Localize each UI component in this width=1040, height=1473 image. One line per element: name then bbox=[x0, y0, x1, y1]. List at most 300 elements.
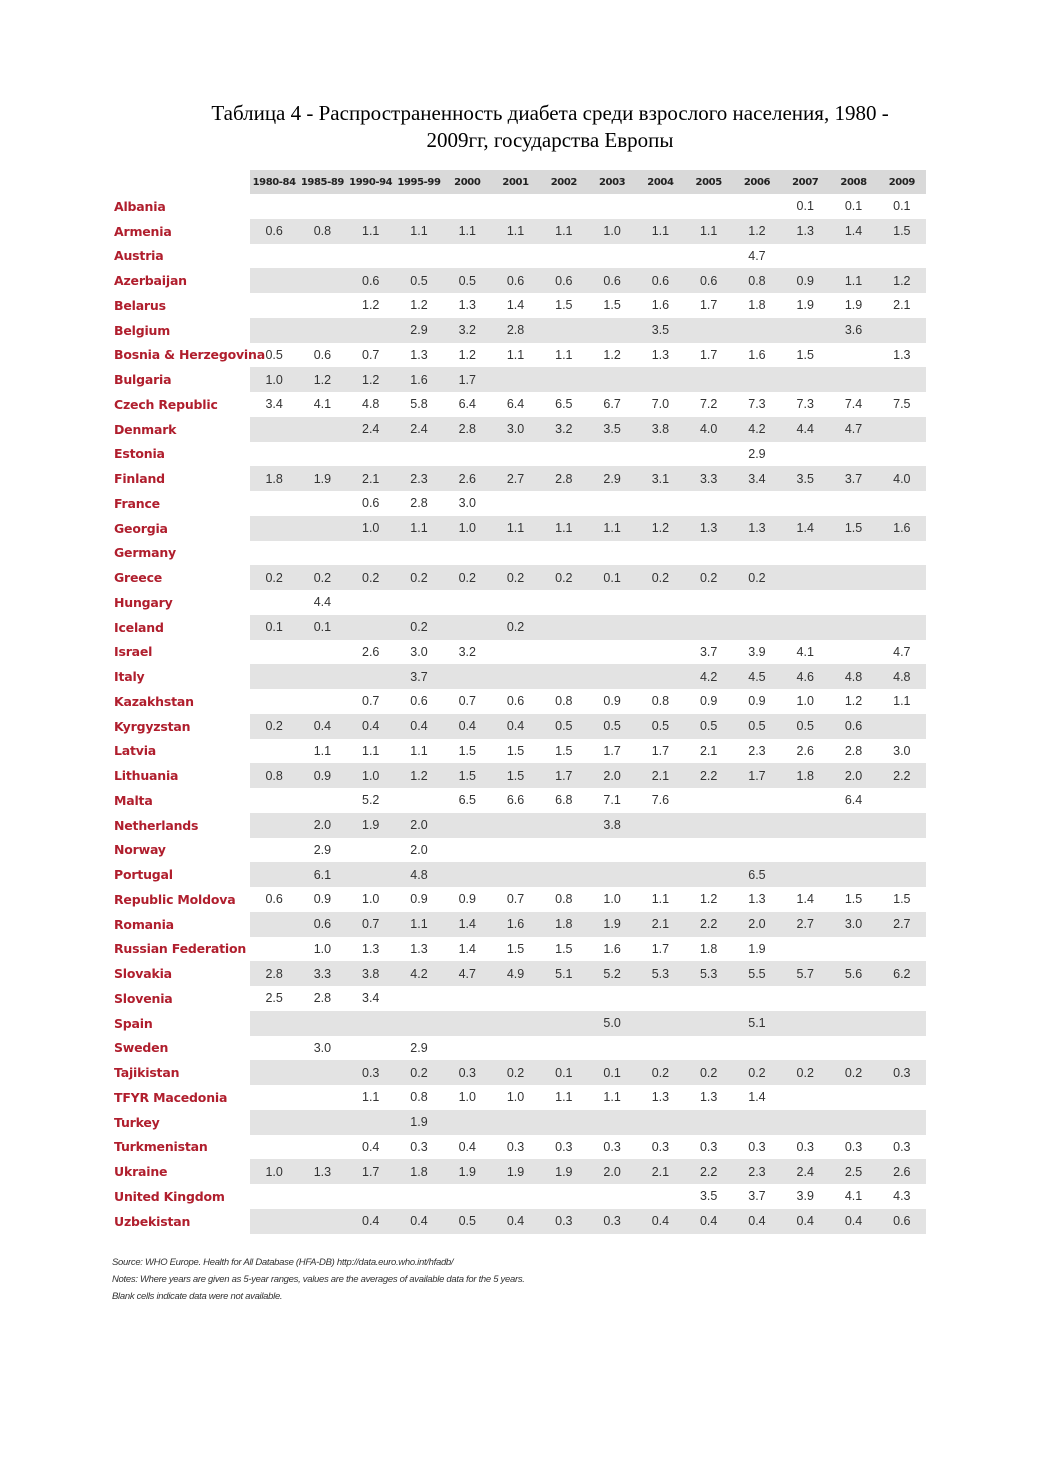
value-cell bbox=[781, 1110, 829, 1135]
value-cell bbox=[781, 1036, 829, 1061]
country-name: Tajikistan bbox=[110, 1060, 250, 1085]
value-cell bbox=[781, 986, 829, 1011]
value-cell bbox=[347, 442, 395, 467]
value-cell: 4.8 bbox=[395, 862, 443, 887]
value-cell bbox=[878, 442, 926, 467]
country-name: Austria bbox=[114, 248, 164, 264]
column-header: 2009 bbox=[878, 170, 926, 194]
value-cell: 3.2 bbox=[458, 644, 476, 659]
value-cell bbox=[685, 491, 733, 516]
value-cell bbox=[636, 640, 684, 665]
column-header: 2001 bbox=[491, 170, 539, 194]
value-cell bbox=[878, 367, 926, 392]
table-row bbox=[110, 838, 926, 863]
value-cell: 3.5 bbox=[588, 417, 636, 442]
value-cell: 6.4 bbox=[844, 793, 863, 808]
country-name: United Kingdom bbox=[114, 1188, 225, 1204]
value-cell bbox=[829, 838, 877, 863]
value-cell: 0.2 bbox=[733, 1060, 781, 1085]
value-cell: 0.9 bbox=[298, 763, 346, 788]
value-cell: 2.0 bbox=[588, 763, 636, 788]
value-cell bbox=[250, 1135, 298, 1160]
value-cell: 5.2 bbox=[362, 793, 380, 808]
value-cell: 5.5 bbox=[733, 961, 781, 986]
value-cell bbox=[878, 565, 926, 590]
value-cell: 5.2 bbox=[588, 961, 636, 986]
value-cell: 4.1 bbox=[313, 397, 332, 412]
value-cell bbox=[250, 739, 298, 764]
value-cell bbox=[443, 1011, 491, 1036]
value-cell: 1.8 bbox=[250, 466, 298, 491]
value-cell: 1.5 bbox=[491, 763, 539, 788]
value-cell bbox=[588, 244, 636, 269]
value-cell bbox=[829, 367, 877, 392]
value-cell bbox=[298, 194, 346, 219]
value-cell: 7.4 bbox=[844, 397, 863, 412]
value-cell bbox=[250, 1184, 298, 1209]
country-name: Spain bbox=[110, 1011, 250, 1036]
value-cell bbox=[250, 590, 298, 615]
value-cell bbox=[347, 194, 395, 219]
value-cell: 0.2 bbox=[395, 615, 443, 640]
value-cell: 1.7 bbox=[699, 347, 718, 362]
value-cell: 2.0 bbox=[588, 1159, 636, 1184]
value-cell bbox=[250, 268, 298, 293]
value-cell: 1.9 bbox=[540, 1159, 588, 1184]
country-name: Kazakhstan bbox=[114, 693, 194, 709]
value-cell: 0.2 bbox=[636, 1060, 684, 1085]
value-cell: 4.2 bbox=[685, 664, 733, 689]
notes-note: Notes: Where years are given as 5-year ranges, values are the averages of available data for the 5 years. bbox=[112, 1274, 525, 1285]
value-cell bbox=[395, 442, 443, 467]
value-cell bbox=[588, 541, 636, 566]
value-cell bbox=[878, 1085, 926, 1110]
value-cell: 0.1 bbox=[298, 615, 346, 640]
value-cell bbox=[685, 194, 733, 219]
value-cell: 3.0 bbox=[410, 644, 428, 659]
value-cell: 3.4 bbox=[362, 991, 380, 1006]
table-row bbox=[110, 219, 926, 244]
value-cell bbox=[491, 862, 539, 887]
value-cell: 0.4 bbox=[685, 1209, 733, 1234]
table-row bbox=[110, 392, 926, 417]
value-cell: 1.7 bbox=[347, 1159, 395, 1184]
value-cell bbox=[540, 1011, 588, 1036]
value-cell: 1.1 bbox=[491, 219, 539, 244]
country-name: Greece bbox=[110, 565, 250, 590]
column-header: 2006 bbox=[733, 170, 781, 194]
value-cell: 5.1 bbox=[540, 961, 588, 986]
value-cell: 0.2 bbox=[685, 565, 733, 590]
value-cell bbox=[829, 937, 877, 962]
value-cell: 3.7 bbox=[395, 664, 443, 689]
value-cell: 1.0 bbox=[313, 941, 332, 956]
value-cell: 1.8 bbox=[699, 941, 718, 956]
country-name: Denmark bbox=[110, 417, 250, 442]
value-cell: 1.2 bbox=[603, 347, 621, 362]
table-row bbox=[110, 367, 926, 392]
value-cell bbox=[685, 541, 733, 566]
value-cell: 1.1 bbox=[491, 516, 539, 541]
table-row bbox=[110, 1060, 926, 1085]
value-cell: 2.4 bbox=[395, 417, 443, 442]
value-cell: 1.9 bbox=[347, 813, 395, 838]
value-cell: 1.8 bbox=[748, 298, 766, 313]
value-cell bbox=[347, 244, 395, 269]
value-cell bbox=[636, 442, 684, 467]
value-cell: 0.3 bbox=[893, 1139, 911, 1154]
value-cell: 4.0 bbox=[878, 466, 926, 491]
value-cell: 2.9 bbox=[313, 842, 332, 857]
value-cell bbox=[298, 244, 346, 269]
header-blank bbox=[110, 170, 250, 194]
value-cell: 1.1 bbox=[395, 516, 443, 541]
value-cell bbox=[347, 1184, 395, 1209]
value-cell: 0.1 bbox=[844, 199, 863, 214]
value-cell: 0.2 bbox=[395, 565, 443, 590]
value-cell bbox=[443, 244, 491, 269]
value-cell bbox=[733, 615, 781, 640]
value-cell bbox=[395, 1011, 443, 1036]
table-row bbox=[110, 788, 926, 813]
value-cell: 2.3 bbox=[733, 1159, 781, 1184]
value-cell: 2.8 bbox=[443, 417, 491, 442]
value-cell bbox=[829, 1036, 877, 1061]
value-cell: 2.0 bbox=[829, 763, 877, 788]
value-cell: 4.3 bbox=[893, 1189, 911, 1204]
value-cell: 0.6 bbox=[506, 694, 525, 709]
value-cell bbox=[491, 442, 539, 467]
country-name: Bulgaria bbox=[110, 367, 250, 392]
value-cell: 1.0 bbox=[506, 1090, 525, 1105]
value-cell: 1.5 bbox=[796, 347, 814, 362]
value-cell: 0.4 bbox=[443, 714, 491, 739]
table-row bbox=[110, 343, 926, 368]
value-cell: 0.2 bbox=[491, 615, 539, 640]
value-cell bbox=[636, 664, 684, 689]
value-cell: 1.2 bbox=[410, 298, 428, 313]
value-cell bbox=[491, 590, 539, 615]
value-cell bbox=[443, 615, 491, 640]
value-cell: 1.7 bbox=[651, 941, 670, 956]
value-cell bbox=[540, 491, 588, 516]
value-cell bbox=[636, 491, 684, 516]
value-cell: 2.9 bbox=[395, 318, 443, 343]
value-cell: 1.1 bbox=[540, 516, 588, 541]
column-header: 2005 bbox=[685, 170, 733, 194]
value-cell: 3.2 bbox=[540, 417, 588, 442]
country-name: Israel bbox=[114, 644, 153, 660]
country-name: Turkmenistan bbox=[114, 1139, 208, 1155]
value-cell: 1.2 bbox=[395, 763, 443, 788]
value-cell: 0.2 bbox=[685, 1060, 733, 1085]
value-cell: 0.6 bbox=[829, 714, 877, 739]
value-cell: 1.4 bbox=[458, 941, 476, 956]
value-cell bbox=[443, 838, 491, 863]
country-name: Azerbaijan bbox=[110, 268, 250, 293]
value-cell: 3.7 bbox=[748, 1189, 766, 1204]
value-cell: 1.6 bbox=[651, 298, 670, 313]
value-cell bbox=[829, 615, 877, 640]
value-cell: 0.5 bbox=[395, 268, 443, 293]
value-cell: 1.5 bbox=[458, 743, 476, 758]
country-name: Czech Republic bbox=[114, 396, 218, 412]
value-cell: 0.9 bbox=[410, 892, 428, 907]
value-cell: 4.4 bbox=[781, 417, 829, 442]
value-cell: 0.3 bbox=[878, 1060, 926, 1085]
value-cell bbox=[685, 862, 733, 887]
value-cell: 3.5 bbox=[781, 466, 829, 491]
table-row bbox=[110, 1085, 926, 1110]
table-row bbox=[110, 417, 926, 442]
country-name: Lithuania bbox=[110, 763, 250, 788]
value-cell: 2.1 bbox=[636, 763, 684, 788]
value-cell: 1.2 bbox=[699, 892, 718, 907]
value-cell: 1.6 bbox=[878, 516, 926, 541]
country-name: Norway bbox=[114, 842, 166, 858]
value-cell: 1.4 bbox=[796, 892, 814, 907]
value-cell: 4.1 bbox=[796, 644, 814, 659]
value-cell: 0.4 bbox=[636, 1209, 684, 1234]
value-cell bbox=[781, 1085, 829, 1110]
value-cell: 1.1 bbox=[685, 219, 733, 244]
value-cell bbox=[347, 1036, 395, 1061]
value-cell bbox=[781, 838, 829, 863]
value-cell: 0.2 bbox=[395, 1060, 443, 1085]
value-cell: 1.1 bbox=[555, 347, 573, 362]
value-cell: 1.3 bbox=[298, 1159, 346, 1184]
value-cell: 7.3 bbox=[748, 397, 766, 412]
value-cell: 0.6 bbox=[313, 347, 332, 362]
value-cell: 3.0 bbox=[829, 912, 877, 937]
value-cell bbox=[588, 862, 636, 887]
country-name: Ukraine bbox=[110, 1159, 250, 1184]
value-cell: 0.1 bbox=[588, 1060, 636, 1085]
value-cell bbox=[491, 640, 539, 665]
table-row bbox=[110, 1036, 926, 1061]
value-cell: 1.0 bbox=[603, 892, 621, 907]
value-cell bbox=[685, 367, 733, 392]
value-cell bbox=[298, 442, 346, 467]
value-cell: 3.3 bbox=[685, 466, 733, 491]
value-cell: 4.7 bbox=[829, 417, 877, 442]
value-cell: 0.4 bbox=[458, 1139, 476, 1154]
value-cell bbox=[540, 590, 588, 615]
value-cell: 0.9 bbox=[748, 694, 766, 709]
value-cell bbox=[540, 664, 588, 689]
value-cell: 1.2 bbox=[458, 347, 476, 362]
value-cell bbox=[443, 442, 491, 467]
country-name: Belarus bbox=[114, 297, 166, 313]
country-name: Romania bbox=[110, 912, 250, 937]
value-cell bbox=[636, 986, 684, 1011]
value-cell: 0.2 bbox=[491, 565, 539, 590]
value-cell bbox=[829, 343, 877, 368]
value-cell: 0.9 bbox=[699, 694, 718, 709]
value-cell: 5.0 bbox=[588, 1011, 636, 1036]
value-cell: 0.4 bbox=[491, 1209, 539, 1234]
value-cell: 0.3 bbox=[796, 1139, 814, 1154]
value-cell: 0.7 bbox=[506, 892, 525, 907]
value-cell bbox=[395, 244, 443, 269]
value-cell bbox=[443, 1184, 491, 1209]
value-cell bbox=[347, 838, 395, 863]
value-cell bbox=[636, 1011, 684, 1036]
value-cell bbox=[878, 838, 926, 863]
value-cell: 4.8 bbox=[829, 664, 877, 689]
value-cell bbox=[443, 986, 491, 1011]
value-cell: 0.7 bbox=[362, 347, 380, 362]
value-cell bbox=[395, 541, 443, 566]
value-cell: 0.4 bbox=[347, 714, 395, 739]
value-cell: 3.4 bbox=[733, 466, 781, 491]
value-cell: 3.0 bbox=[893, 743, 911, 758]
value-cell bbox=[588, 367, 636, 392]
value-cell bbox=[636, 813, 684, 838]
value-cell: 1.3 bbox=[893, 347, 911, 362]
value-cell bbox=[540, 244, 588, 269]
value-cell: 0.9 bbox=[313, 892, 332, 907]
value-cell: 1.4 bbox=[829, 219, 877, 244]
value-cell: 2.7 bbox=[878, 912, 926, 937]
value-cell bbox=[588, 838, 636, 863]
value-cell: 2.2 bbox=[878, 763, 926, 788]
value-cell: 0.5 bbox=[443, 268, 491, 293]
value-cell bbox=[685, 590, 733, 615]
value-cell bbox=[443, 664, 491, 689]
value-cell: 1.1 bbox=[588, 516, 636, 541]
value-cell bbox=[250, 1085, 298, 1110]
value-cell bbox=[540, 1184, 588, 1209]
value-cell: 1.6 bbox=[491, 912, 539, 937]
value-cell bbox=[250, 1209, 298, 1234]
table-row bbox=[110, 862, 926, 887]
value-cell bbox=[636, 367, 684, 392]
value-cell bbox=[829, 1011, 877, 1036]
value-cell: 4.0 bbox=[685, 417, 733, 442]
value-cell bbox=[829, 590, 877, 615]
value-cell bbox=[588, 615, 636, 640]
value-cell bbox=[347, 615, 395, 640]
table-row bbox=[110, 516, 926, 541]
table-row bbox=[110, 813, 926, 838]
table-row bbox=[110, 937, 926, 962]
value-cell bbox=[781, 788, 829, 813]
value-cell bbox=[298, 1011, 346, 1036]
value-cell: 0.6 bbox=[298, 912, 346, 937]
value-cell: 0.3 bbox=[603, 1139, 621, 1154]
value-cell bbox=[636, 1036, 684, 1061]
value-cell bbox=[250, 912, 298, 937]
value-cell bbox=[540, 615, 588, 640]
value-cell: 1.0 bbox=[362, 892, 380, 907]
value-cell: 1.0 bbox=[250, 1159, 298, 1184]
value-cell: 2.1 bbox=[636, 1159, 684, 1184]
value-cell: 2.2 bbox=[685, 763, 733, 788]
value-cell bbox=[443, 590, 491, 615]
value-cell: 1.2 bbox=[878, 268, 926, 293]
value-cell bbox=[878, 1110, 926, 1135]
value-cell bbox=[298, 491, 346, 516]
value-cell: 5.8 bbox=[410, 397, 428, 412]
value-cell bbox=[733, 541, 781, 566]
value-cell: 2.4 bbox=[781, 1159, 829, 1184]
value-cell bbox=[298, 1060, 346, 1085]
value-cell: 0.8 bbox=[410, 1090, 428, 1105]
value-cell: 1.9 bbox=[443, 1159, 491, 1184]
country-name: Russian Federation bbox=[114, 941, 247, 957]
value-cell: 1.5 bbox=[844, 892, 863, 907]
value-cell: 0.6 bbox=[878, 1209, 926, 1234]
value-cell: 0.9 bbox=[603, 694, 621, 709]
value-cell: 0.6 bbox=[362, 496, 380, 511]
value-cell bbox=[540, 367, 588, 392]
value-cell: 0.8 bbox=[651, 694, 670, 709]
value-cell bbox=[443, 1110, 491, 1135]
value-cell: 0.8 bbox=[733, 268, 781, 293]
value-cell: 4.7 bbox=[748, 248, 766, 263]
value-cell bbox=[588, 1110, 636, 1135]
value-cell bbox=[781, 244, 829, 269]
value-cell bbox=[298, 1184, 346, 1209]
value-cell bbox=[781, 813, 829, 838]
country-name: TFYR Macedonia bbox=[114, 1089, 228, 1105]
value-cell: 0.3 bbox=[506, 1139, 525, 1154]
value-cell: 1.7 bbox=[540, 763, 588, 788]
value-cell bbox=[636, 590, 684, 615]
value-cell bbox=[250, 689, 298, 714]
value-cell: 2.6 bbox=[878, 1159, 926, 1184]
value-cell: 6.4 bbox=[506, 397, 525, 412]
column-header: 1980-84 bbox=[250, 170, 298, 194]
value-cell: 1.9 bbox=[395, 1110, 443, 1135]
value-cell: 0.2 bbox=[250, 565, 298, 590]
value-cell: 0.3 bbox=[651, 1139, 670, 1154]
value-cell: 0.9 bbox=[458, 892, 476, 907]
value-cell: 0.3 bbox=[347, 1060, 395, 1085]
column-header: 2002 bbox=[540, 170, 588, 194]
country-name: Portugal bbox=[110, 862, 250, 887]
value-cell: 0.5 bbox=[781, 714, 829, 739]
value-cell bbox=[250, 862, 298, 887]
value-cell: 2.8 bbox=[844, 743, 863, 758]
country-name: Latvia bbox=[114, 743, 157, 759]
table-row bbox=[110, 739, 926, 764]
value-cell: 4.2 bbox=[733, 417, 781, 442]
value-cell bbox=[829, 565, 877, 590]
value-cell: 0.2 bbox=[829, 1060, 877, 1085]
table-row bbox=[110, 293, 926, 318]
country-name: Germany bbox=[114, 545, 177, 561]
table-row bbox=[110, 442, 926, 467]
value-cell bbox=[781, 318, 829, 343]
table-row bbox=[110, 1159, 926, 1184]
value-cell bbox=[829, 442, 877, 467]
value-cell: 2.8 bbox=[540, 466, 588, 491]
table-row bbox=[110, 244, 926, 269]
value-cell: 1.3 bbox=[699, 1090, 718, 1105]
value-cell: 4.9 bbox=[491, 961, 539, 986]
value-cell: 5.3 bbox=[685, 961, 733, 986]
source-note: Source: WHO Europe. Health for All Database (HFA-DB) http://data.euro.who.int/hfadb/ bbox=[112, 1257, 454, 1268]
value-cell: 1.4 bbox=[443, 912, 491, 937]
value-cell: 1.0 bbox=[347, 763, 395, 788]
value-cell: 3.8 bbox=[588, 813, 636, 838]
value-cell: 1.9 bbox=[588, 912, 636, 937]
value-cell bbox=[491, 813, 539, 838]
value-cell: 1.1 bbox=[893, 694, 911, 709]
value-cell bbox=[588, 491, 636, 516]
